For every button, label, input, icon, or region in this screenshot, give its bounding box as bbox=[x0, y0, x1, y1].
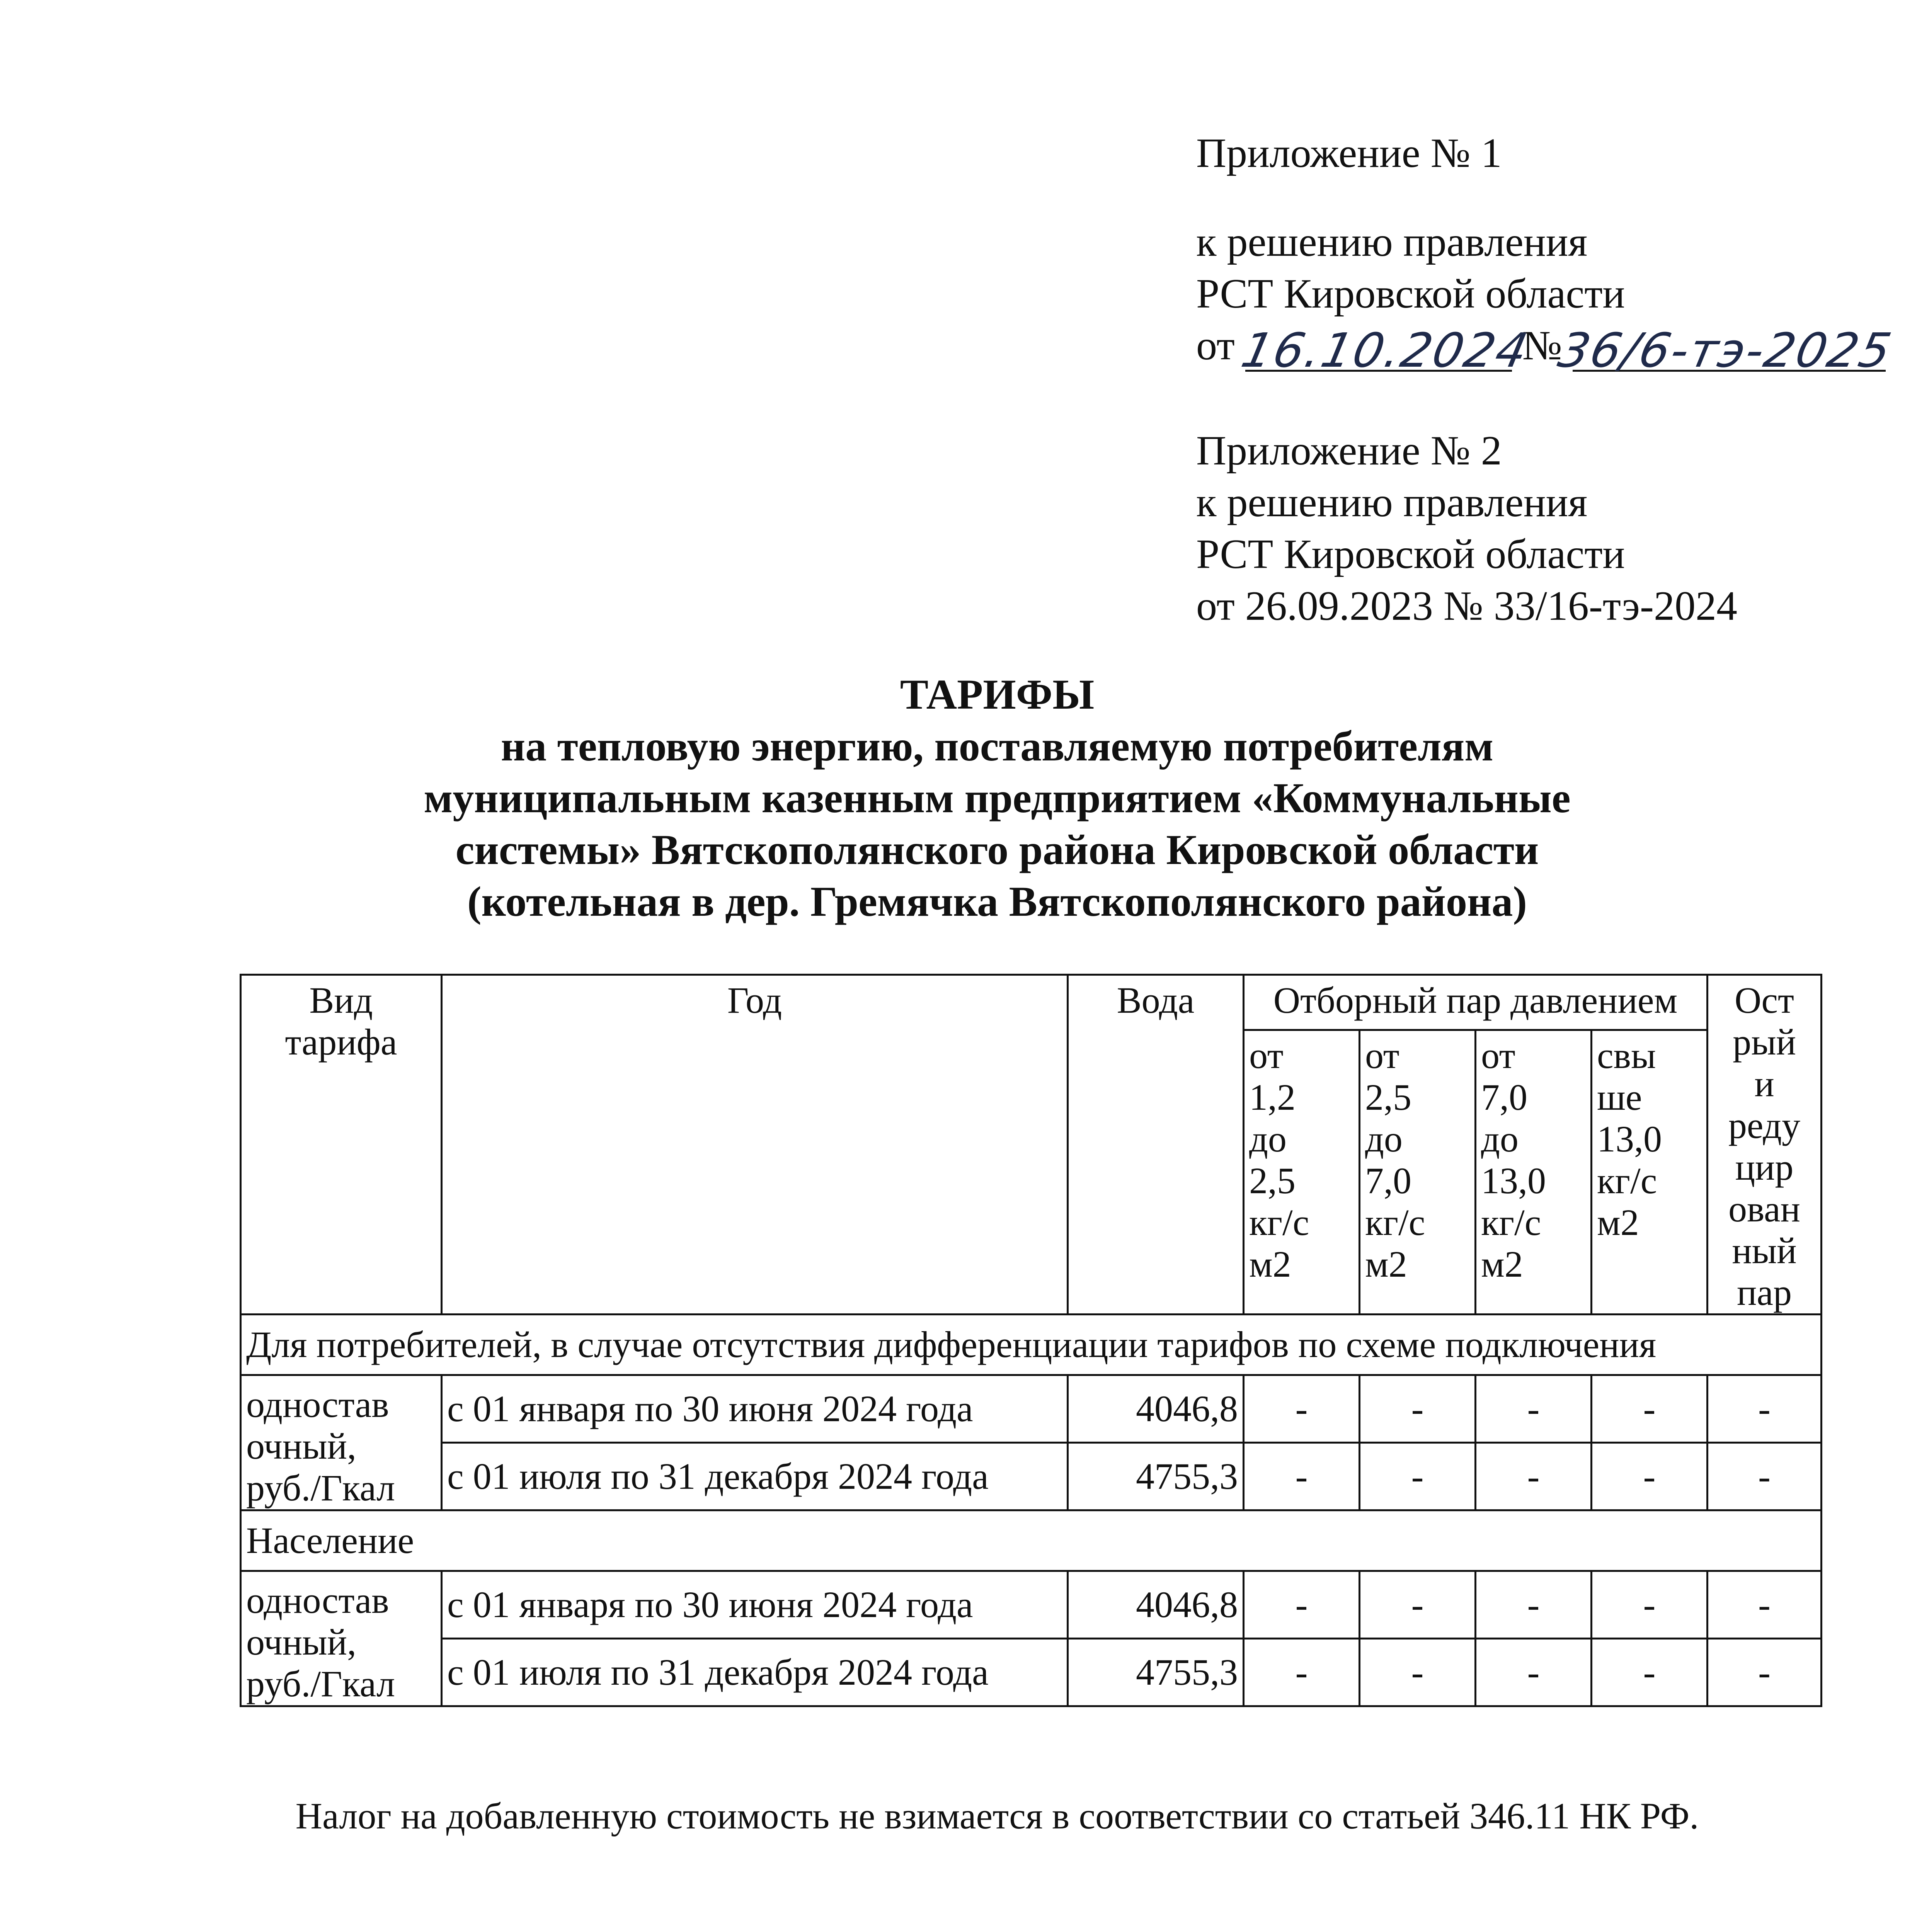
appendix-2-line2: РСТ Кировской области bbox=[1196, 531, 1625, 577]
heading-title: ТАРИФЫ bbox=[900, 671, 1095, 718]
header-steam-7-0-13-0: от 7,0 до 13,0 кг/с м2 bbox=[1476, 1030, 1592, 1315]
section-title-population: Население bbox=[241, 1510, 1822, 1571]
appendix-1-title: Приложение № 1 bbox=[1196, 130, 1502, 176]
tariff-type-cell: одностав очный, руб./Гкал bbox=[241, 1571, 442, 1706]
section-title-general: Для потребителей, в случае отсутствия дифференциации тарифов по схеме подключения bbox=[241, 1315, 1822, 1375]
tax-footnote: Налог на добавленную стоимость не взимается в соответствии со статьей 346.11 НК РФ. bbox=[295, 1795, 1699, 1837]
appendix-1-from-label: от bbox=[1196, 323, 1235, 369]
steam-cell: - bbox=[1244, 1443, 1360, 1510]
appendix-2-line3: от 26.09.2023 № 33/16-тэ-2024 bbox=[1196, 583, 1737, 629]
appendix-1-num-label: № bbox=[1522, 323, 1562, 369]
heading-line1: на тепловую энергию, поставляемую потребителям bbox=[501, 723, 1494, 770]
period-cell: с 01 января по 30 июня 2024 года bbox=[442, 1375, 1068, 1443]
steam-cell: - bbox=[1592, 1443, 1708, 1510]
handwritten-number: 36/6-тэ-2025 bbox=[1553, 323, 1897, 378]
section-row-general bbox=[241, 1315, 1822, 1375]
tariff-type-cell: одностав очный, руб./Гкал bbox=[241, 1375, 442, 1510]
steam-cell: - bbox=[1360, 1375, 1476, 1443]
header-water: Вода bbox=[1068, 975, 1244, 1315]
appendix-1-line1: к решению правления bbox=[1196, 219, 1588, 265]
appendix-2-title: Приложение № 2 bbox=[1196, 428, 1502, 474]
handwritten-date: 16.10.2024 bbox=[1236, 323, 1534, 378]
period-cell: с 01 января по 30 июня 2024 года bbox=[442, 1571, 1068, 1639]
steam-cell: - bbox=[1476, 1443, 1592, 1510]
steam-cell: - bbox=[1592, 1571, 1708, 1639]
steam-cell: - bbox=[1244, 1571, 1360, 1639]
header-steam-1-2-2-5: от 1,2 до 2,5 кг/с м2 bbox=[1244, 1030, 1360, 1315]
period-cell: с 01 июля по 31 декабря 2024 года bbox=[442, 1443, 1068, 1510]
steam-cell: - bbox=[1476, 1639, 1592, 1706]
appendix-2-line1: к решению правления bbox=[1196, 480, 1588, 526]
water-cell: 4755,3 bbox=[1068, 1443, 1244, 1510]
sharp-steam-cell: - bbox=[1708, 1375, 1822, 1443]
section-row-population bbox=[241, 1510, 1822, 1571]
header-year: Год bbox=[442, 975, 1068, 1315]
header-steam-above-13-0: свы ше 13,0 кг/с м2 bbox=[1592, 1030, 1708, 1315]
water-cell: 4755,3 bbox=[1068, 1639, 1244, 1706]
steam-cell: - bbox=[1360, 1639, 1476, 1706]
table-row bbox=[241, 1571, 1822, 1639]
table-row bbox=[241, 1443, 1822, 1510]
tariffs-table bbox=[240, 974, 1822, 1707]
sharp-steam-cell: - bbox=[1708, 1571, 1822, 1639]
steam-cell: - bbox=[1592, 1375, 1708, 1443]
water-cell: 4046,8 bbox=[1068, 1571, 1244, 1639]
steam-cell: - bbox=[1360, 1571, 1476, 1639]
table-row bbox=[241, 1639, 1822, 1706]
header-steam-group: Отборный пар давлением bbox=[1244, 975, 1708, 1030]
water-cell: 4046,8 bbox=[1068, 1375, 1244, 1443]
steam-cell: - bbox=[1476, 1571, 1592, 1639]
heading-line4: (котельная в дер. Гремячка Вятскополянского района) bbox=[467, 878, 1527, 925]
header-tariff-type: Вид тарифа bbox=[241, 975, 442, 1315]
heading-line3: системы» Вятскополянского района Кировской области bbox=[455, 826, 1539, 873]
steam-cell: - bbox=[1592, 1639, 1708, 1706]
appendix-1-line2: РСТ Кировской области bbox=[1196, 271, 1625, 317]
header-steam-2-5-7-0: от 2,5 до 7,0 кг/с м2 bbox=[1360, 1030, 1476, 1315]
steam-cell: - bbox=[1244, 1375, 1360, 1443]
sharp-steam-cell: - bbox=[1708, 1639, 1822, 1706]
appendix-2-block bbox=[1196, 425, 1737, 632]
heading-line2: муниципальным казенным предприятием «Коммунальные bbox=[424, 774, 1571, 821]
header-sharp-steam: Ост рый и реду цир ован ный пар bbox=[1708, 975, 1822, 1315]
table-row bbox=[241, 1375, 1822, 1443]
steam-cell: - bbox=[1476, 1375, 1592, 1443]
steam-cell: - bbox=[1244, 1639, 1360, 1706]
period-cell: с 01 июля по 31 декабря 2024 года bbox=[442, 1639, 1068, 1706]
document-heading bbox=[116, 668, 1878, 927]
steam-cell: - bbox=[1360, 1443, 1476, 1510]
sharp-steam-cell: - bbox=[1708, 1443, 1822, 1510]
